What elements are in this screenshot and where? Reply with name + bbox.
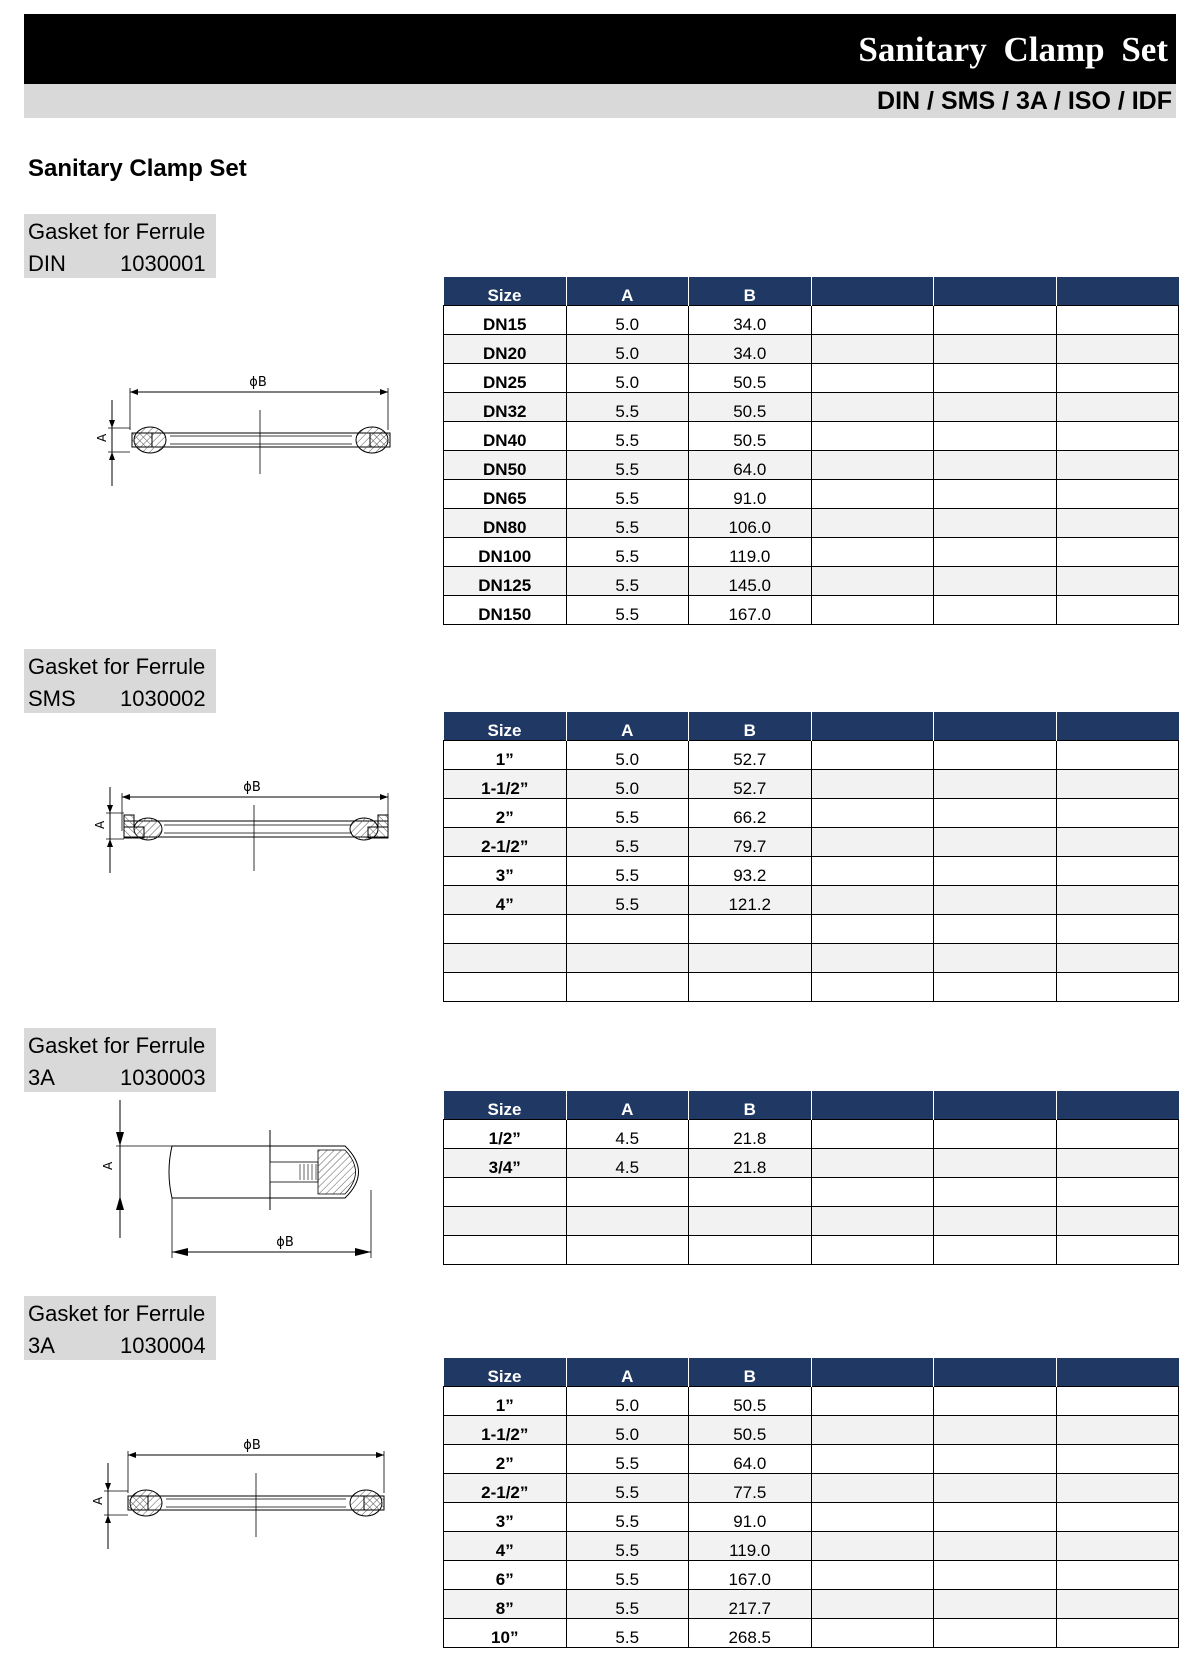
table-row bbox=[444, 741, 1179, 770]
cell-size: DN150 bbox=[444, 596, 567, 625]
table-row bbox=[444, 1474, 1179, 1503]
cell-b: 91.0 bbox=[689, 480, 812, 509]
cell-size: DN125 bbox=[444, 567, 567, 596]
cell-a: 5.0 bbox=[566, 306, 689, 335]
cell-b: 145.0 bbox=[689, 567, 812, 596]
column-header-empty bbox=[934, 1358, 1057, 1387]
diameter-label: ϕB bbox=[276, 1235, 294, 1250]
cell-size: DN25 bbox=[444, 364, 567, 393]
column-header-size: Size bbox=[444, 712, 567, 741]
cell-a: 5.5 bbox=[566, 857, 689, 886]
column-header-a: A bbox=[566, 277, 689, 306]
cell-b: 217.7 bbox=[689, 1590, 812, 1619]
cell-b: 21.8 bbox=[689, 1149, 812, 1178]
cell-size bbox=[444, 1207, 567, 1236]
table-row bbox=[444, 770, 1179, 799]
cell-b: 93.2 bbox=[689, 857, 812, 886]
diameter-label: ϕB bbox=[249, 375, 267, 390]
table-row bbox=[444, 480, 1179, 509]
cell-a: 5.5 bbox=[566, 596, 689, 625]
column-header-b: B bbox=[689, 277, 812, 306]
column-header-empty bbox=[934, 1091, 1057, 1120]
cell-b: 50.5 bbox=[689, 364, 812, 393]
cell-a: 5.5 bbox=[566, 1619, 689, 1648]
column-header-empty bbox=[811, 1358, 934, 1387]
cell-b: 52.7 bbox=[689, 770, 812, 799]
cell-a: 5.0 bbox=[566, 364, 689, 393]
cell-size: 2” bbox=[444, 1445, 567, 1474]
cell-size: DN32 bbox=[444, 393, 567, 422]
table-row bbox=[444, 1149, 1179, 1178]
table-row bbox=[444, 944, 1179, 973]
cell-b: 50.5 bbox=[689, 1416, 812, 1445]
table-row bbox=[444, 1532, 1179, 1561]
cell-b bbox=[689, 1207, 812, 1236]
cell-a: 5.0 bbox=[566, 1416, 689, 1445]
table-header-row bbox=[444, 1358, 1179, 1387]
table-row bbox=[444, 1561, 1179, 1590]
header-banner bbox=[24, 14, 1176, 84]
gasket-drawing-3a-2 bbox=[90, 1433, 400, 1553]
cell-a bbox=[566, 1207, 689, 1236]
table-row bbox=[444, 509, 1179, 538]
section-label-code: 1030004 bbox=[120, 1333, 206, 1358]
cell-size: DN15 bbox=[444, 306, 567, 335]
column-header-empty bbox=[1056, 277, 1179, 306]
gasket-drawing-3a-1 bbox=[90, 1090, 390, 1265]
cell-b: 119.0 bbox=[689, 1532, 812, 1561]
standards-text: DIN / SMS / 3A / ISO / IDF bbox=[877, 87, 1172, 115]
cell-a: 5.5 bbox=[566, 1590, 689, 1619]
cell-size: 3/4” bbox=[444, 1149, 567, 1178]
table-row bbox=[444, 364, 1179, 393]
height-label: A bbox=[91, 1496, 105, 1505]
cell-b bbox=[689, 1178, 812, 1207]
section-label-3a-2 bbox=[24, 1296, 216, 1360]
cell-a: 5.5 bbox=[566, 567, 689, 596]
table-row bbox=[444, 1590, 1179, 1619]
cell-size: DN65 bbox=[444, 480, 567, 509]
column-header-empty bbox=[1056, 712, 1179, 741]
column-header-a: A bbox=[566, 712, 689, 741]
cell-a bbox=[566, 1178, 689, 1207]
cell-b: 77.5 bbox=[689, 1474, 812, 1503]
cell-b: 167.0 bbox=[689, 596, 812, 625]
column-header-size: Size bbox=[444, 1091, 567, 1120]
table-header-row bbox=[444, 277, 1179, 306]
table-row bbox=[444, 1207, 1179, 1236]
gasket-drawing-din bbox=[90, 370, 400, 490]
section-label-title: Gasket for Ferrule bbox=[28, 1033, 206, 1058]
cell-size: 4” bbox=[444, 886, 567, 915]
cell-b: 21.8 bbox=[689, 1120, 812, 1149]
cell-size: DN20 bbox=[444, 335, 567, 364]
section-label-din bbox=[24, 214, 216, 278]
cell-a: 5.5 bbox=[566, 1445, 689, 1474]
cell-b: 121.2 bbox=[689, 886, 812, 915]
cell-size: DN40 bbox=[444, 422, 567, 451]
cell-size: DN80 bbox=[444, 509, 567, 538]
spec-table-sms bbox=[443, 712, 1179, 1002]
table-row bbox=[444, 1503, 1179, 1532]
table-row bbox=[444, 1387, 1179, 1416]
cell-a: 5.5 bbox=[566, 1503, 689, 1532]
gasket-drawing-sms bbox=[90, 775, 400, 885]
table-row bbox=[444, 799, 1179, 828]
cell-size: 2-1/2” bbox=[444, 828, 567, 857]
table-row bbox=[444, 915, 1179, 944]
section-label-code: 1030002 bbox=[120, 686, 206, 711]
cell-a: 5.5 bbox=[566, 480, 689, 509]
column-header-empty bbox=[1056, 1358, 1179, 1387]
section-label-sms bbox=[24, 649, 216, 713]
column-header-empty bbox=[1056, 1091, 1179, 1120]
cell-b: 119.0 bbox=[689, 538, 812, 567]
cell-b: 91.0 bbox=[689, 1503, 812, 1532]
cell-b: 64.0 bbox=[689, 1445, 812, 1474]
table-row bbox=[444, 335, 1179, 364]
cell-a: 5.0 bbox=[566, 770, 689, 799]
cell-size: 2” bbox=[444, 799, 567, 828]
cell-b: 106.0 bbox=[689, 509, 812, 538]
cell-size: 10” bbox=[444, 1619, 567, 1648]
cell-a: 5.5 bbox=[566, 393, 689, 422]
height-label: A bbox=[95, 433, 109, 442]
column-header-empty bbox=[811, 712, 934, 741]
cell-size: DN50 bbox=[444, 451, 567, 480]
table-row bbox=[444, 973, 1179, 1002]
section-label-title: Gasket for Ferrule bbox=[28, 654, 206, 679]
column-header-empty bbox=[934, 277, 1057, 306]
table-row bbox=[444, 538, 1179, 567]
page-title: Sanitary Clamp Set bbox=[28, 155, 247, 182]
cell-size: 1” bbox=[444, 1387, 567, 1416]
section-label-standard: 3A bbox=[28, 1065, 55, 1090]
cell-size bbox=[444, 1178, 567, 1207]
cell-a: 5.5 bbox=[566, 1561, 689, 1590]
cell-size: 3” bbox=[444, 1503, 567, 1532]
height-label: A bbox=[101, 1161, 115, 1170]
table-row bbox=[444, 1445, 1179, 1474]
cell-b: 79.7 bbox=[689, 828, 812, 857]
column-header-empty bbox=[934, 712, 1057, 741]
column-header-b: B bbox=[689, 1091, 812, 1120]
column-header-b: B bbox=[689, 712, 812, 741]
column-header-b: B bbox=[689, 1358, 812, 1387]
spec-table-3a-2 bbox=[443, 1358, 1179, 1648]
cell-b: 66.2 bbox=[689, 799, 812, 828]
cell-a bbox=[566, 944, 689, 973]
cell-size: 6” bbox=[444, 1561, 567, 1590]
cell-a: 5.5 bbox=[566, 538, 689, 567]
cell-a: 5.5 bbox=[566, 1532, 689, 1561]
cell-b bbox=[689, 973, 812, 1002]
cell-b bbox=[689, 1236, 812, 1265]
cell-a: 4.5 bbox=[566, 1149, 689, 1178]
diameter-label: ϕB bbox=[243, 1438, 261, 1453]
table-row bbox=[444, 1236, 1179, 1265]
cell-b: 50.5 bbox=[689, 393, 812, 422]
cell-a: 5.0 bbox=[566, 335, 689, 364]
height-label: A bbox=[93, 820, 107, 829]
cell-b bbox=[689, 944, 812, 973]
section-label-standard: SMS bbox=[28, 686, 76, 711]
table-row bbox=[444, 857, 1179, 886]
spec-table-3a-1 bbox=[443, 1091, 1179, 1265]
table-row bbox=[444, 1120, 1179, 1149]
cell-b: 34.0 bbox=[689, 335, 812, 364]
cell-b: 50.5 bbox=[689, 1387, 812, 1416]
cell-size bbox=[444, 1236, 567, 1265]
table-row bbox=[444, 1416, 1179, 1445]
column-header-empty bbox=[811, 277, 934, 306]
cell-size: 2-1/2” bbox=[444, 1474, 567, 1503]
header-title: Sanitary Clamp Set bbox=[858, 30, 1168, 69]
cell-b: 34.0 bbox=[689, 306, 812, 335]
section-label-standard: 3A bbox=[28, 1333, 55, 1358]
cell-a bbox=[566, 1236, 689, 1265]
column-header-size: Size bbox=[444, 1358, 567, 1387]
column-header-size: Size bbox=[444, 277, 567, 306]
cell-a: 5.5 bbox=[566, 799, 689, 828]
cell-size: DN100 bbox=[444, 538, 567, 567]
section-label-title: Gasket for Ferrule bbox=[28, 219, 206, 244]
table-row bbox=[444, 306, 1179, 335]
section-label-code: 1030001 bbox=[120, 251, 206, 276]
cell-a: 5.5 bbox=[566, 451, 689, 480]
cell-b: 50.5 bbox=[689, 422, 812, 451]
table-row bbox=[444, 596, 1179, 625]
table-row bbox=[444, 886, 1179, 915]
table-header-row bbox=[444, 1091, 1179, 1120]
cell-a: 5.5 bbox=[566, 828, 689, 857]
cell-size: 1” bbox=[444, 741, 567, 770]
table-row bbox=[444, 1619, 1179, 1648]
table-row bbox=[444, 567, 1179, 596]
cell-a: 5.0 bbox=[566, 1387, 689, 1416]
section-label-3a-1 bbox=[24, 1028, 216, 1092]
cell-b: 52.7 bbox=[689, 741, 812, 770]
table-row bbox=[444, 451, 1179, 480]
section-label-title: Gasket for Ferrule bbox=[28, 1301, 206, 1326]
cell-b bbox=[689, 915, 812, 944]
cell-size: 1/2” bbox=[444, 1120, 567, 1149]
cell-a: 5.5 bbox=[566, 886, 689, 915]
table-row bbox=[444, 393, 1179, 422]
diameter-label: ϕB bbox=[243, 780, 261, 795]
cell-a: 5.0 bbox=[566, 741, 689, 770]
column-header-a: A bbox=[566, 1091, 689, 1120]
cell-a: 5.5 bbox=[566, 509, 689, 538]
column-header-a: A bbox=[566, 1358, 689, 1387]
cell-size: 1-1/2” bbox=[444, 1416, 567, 1445]
cell-a: 5.5 bbox=[566, 422, 689, 451]
cell-a bbox=[566, 973, 689, 1002]
cell-size: 3” bbox=[444, 857, 567, 886]
cell-size bbox=[444, 915, 567, 944]
cell-size: 4” bbox=[444, 1532, 567, 1561]
cell-size bbox=[444, 973, 567, 1002]
table-row bbox=[444, 828, 1179, 857]
section-label-standard: DIN bbox=[28, 251, 66, 276]
table-header-row bbox=[444, 712, 1179, 741]
cell-a: 5.5 bbox=[566, 1474, 689, 1503]
cell-a: 4.5 bbox=[566, 1120, 689, 1149]
table-row bbox=[444, 422, 1179, 451]
column-header-empty bbox=[811, 1091, 934, 1120]
standards-bar bbox=[24, 84, 1176, 118]
section-label-code: 1030003 bbox=[120, 1065, 206, 1090]
cell-b: 167.0 bbox=[689, 1561, 812, 1590]
cell-size: 1-1/2” bbox=[444, 770, 567, 799]
cell-b: 268.5 bbox=[689, 1619, 812, 1648]
table-row bbox=[444, 1178, 1179, 1207]
cell-size bbox=[444, 944, 567, 973]
cell-size: 8” bbox=[444, 1590, 567, 1619]
cell-b: 64.0 bbox=[689, 451, 812, 480]
cell-a bbox=[566, 915, 689, 944]
spec-table-din bbox=[443, 277, 1179, 625]
